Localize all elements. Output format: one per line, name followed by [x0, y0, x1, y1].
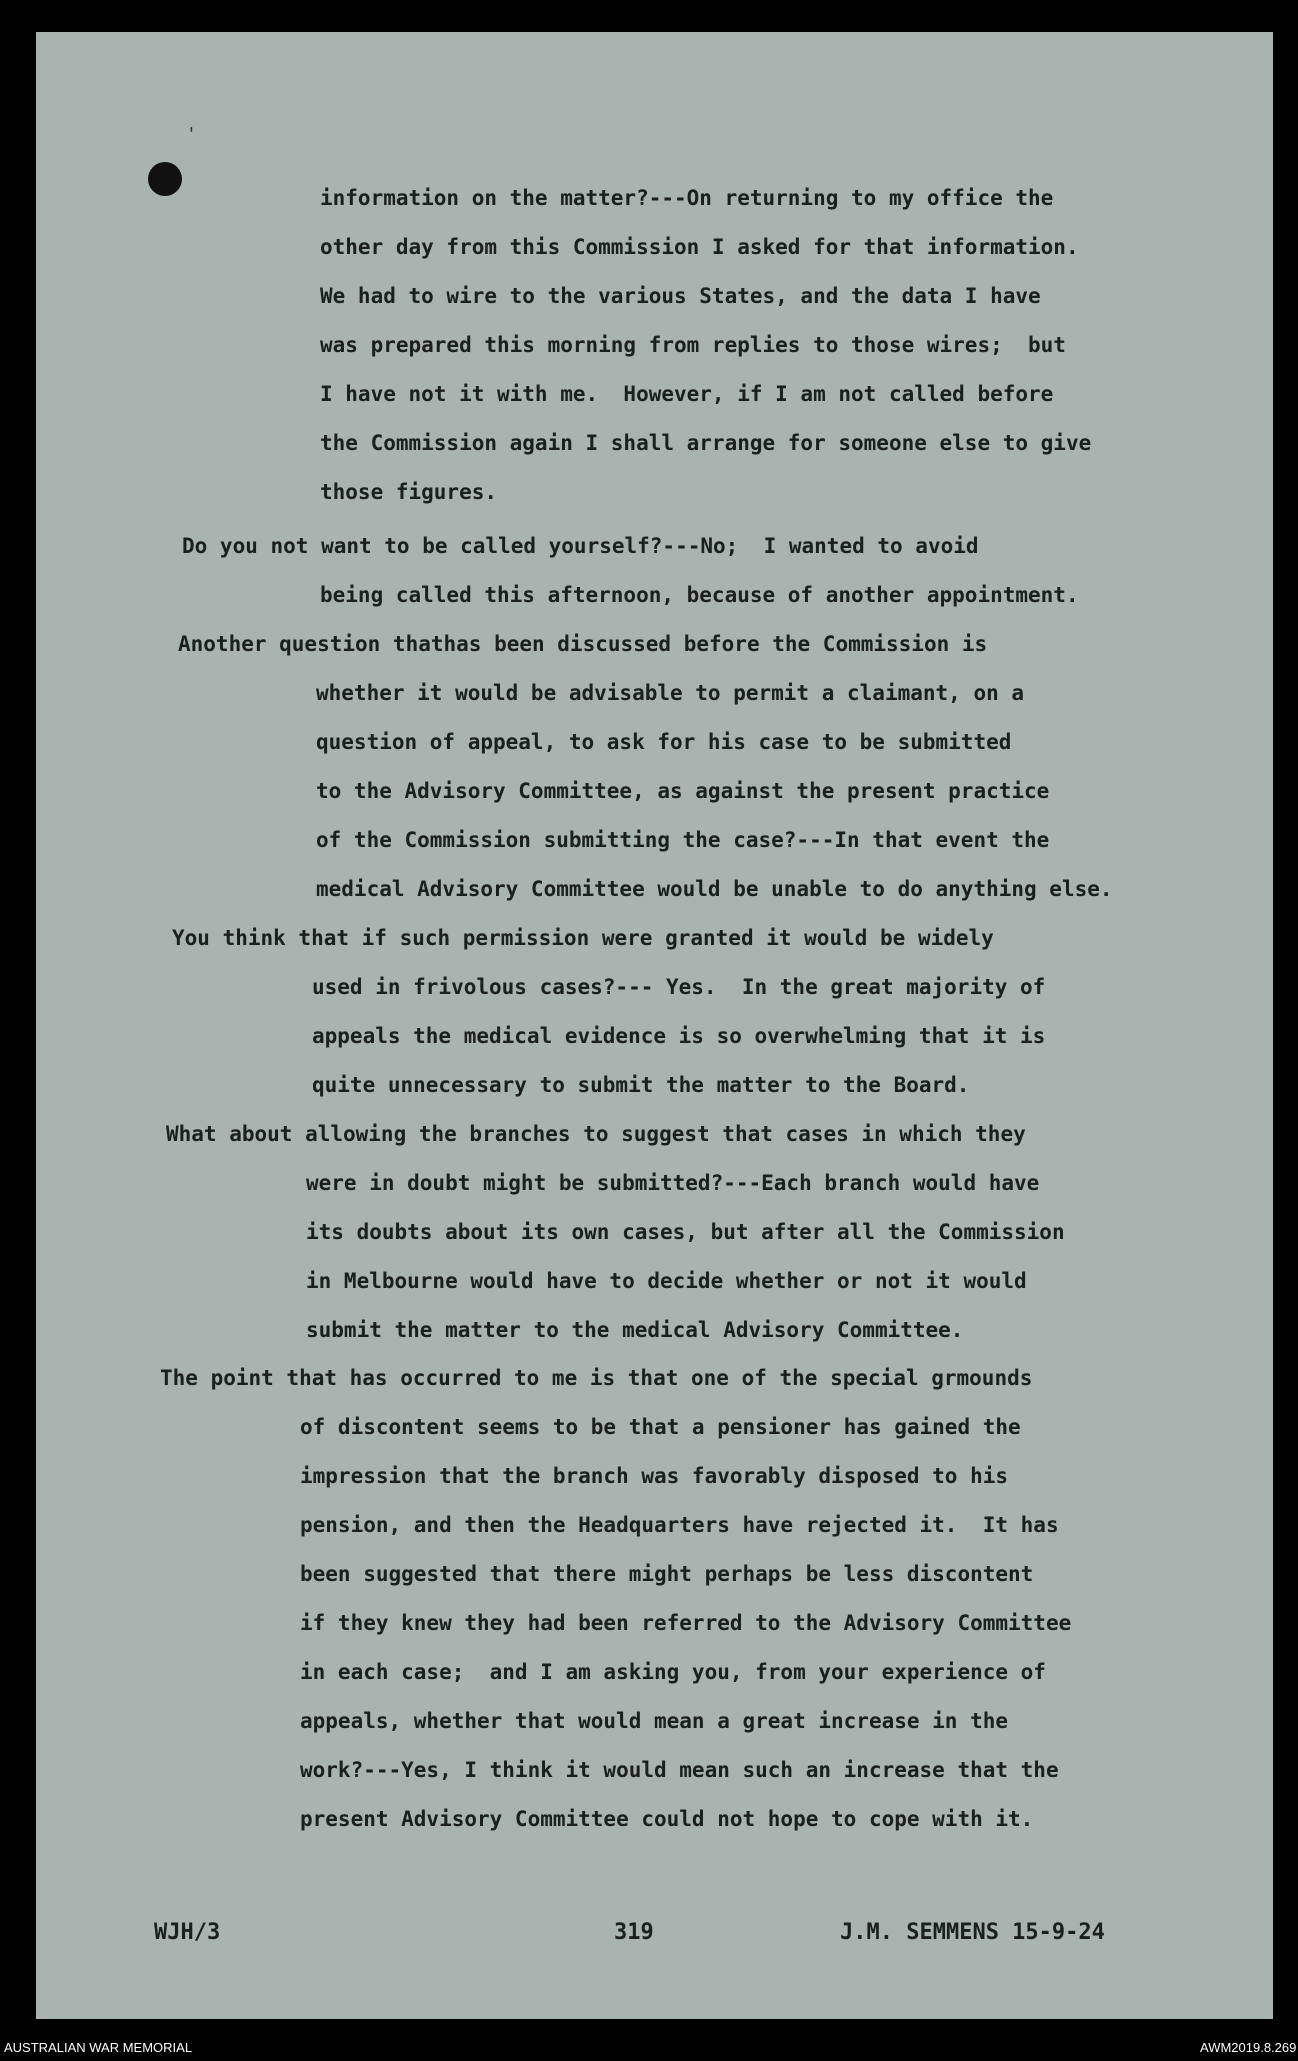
text-line: being called this afternoon, because of another appointment. — [320, 583, 1079, 607]
paragraph-2 — [182, 522, 1079, 620]
text-line: its doubts about its own cases, but after all the Commission — [306, 1220, 1065, 1244]
text-line: submit the matter to the medical Advisory Committee. — [306, 1318, 964, 1342]
paragraph-4 — [172, 914, 1045, 1110]
text-line: Do you not want to be called yourself?---No; I wanted to avoid — [182, 534, 979, 558]
punch-hole-mark: ' — [186, 124, 197, 145]
text-line: the Commission again I shall arrange for someone else to give — [320, 431, 1092, 455]
page-number: 319 — [614, 1920, 654, 1945]
paragraph-6 — [160, 1354, 1071, 1844]
text-line: information on the matter?---On returning to my office the — [320, 186, 1054, 210]
text-line: The point that has occurred to me is that one of the special grmounds — [160, 1366, 1033, 1390]
archive-caption-left: AUSTRALIAN WAR MEMORIAL — [4, 2040, 193, 2055]
text-line: those figures. — [320, 480, 498, 504]
text-line: pension, and then the Headquarters have rejected it. It has — [300, 1513, 1059, 1537]
text-line: impression that the branch was favorably disposed to his — [300, 1464, 1009, 1488]
text-line: of the Commission submitting the case?---In that event the — [316, 828, 1050, 852]
text-line: in each case; and I am asking you, from your experience of — [300, 1660, 1046, 1684]
text-line: work?---Yes, I think it would mean such an increase that the — [300, 1758, 1059, 1782]
paper-sheet — [36, 32, 1273, 2019]
footer-initials: WJH/3 — [154, 1920, 221, 1945]
punch-hole — [148, 162, 182, 196]
text-line: appeals, whether that would mean a great increase in the — [300, 1709, 1009, 1733]
text-line: appeals the medical evidence is so overwhelming that it is — [312, 1024, 1046, 1048]
text-line: quite unnecessary to submit the matter to the Board. — [312, 1073, 970, 1097]
text-line: I have not it with me. However, if I am not called before — [320, 382, 1054, 406]
text-line: medical Advisory Committee would be unable to do anything else. — [316, 877, 1113, 901]
text-line: were in doubt might be submitted?---Each branch would have — [306, 1171, 1040, 1195]
text-line: Another question thathas been discussed before the Commission is — [178, 632, 988, 656]
text-line: You think that if such permission were granted it would be widely — [172, 926, 994, 950]
text-line: whether it would be advisable to permit a claimant, on a — [316, 681, 1025, 705]
text-line: to the Advisory Committee, as against the present practice — [316, 779, 1050, 803]
text-line: other day from this Commission I asked for that information. — [320, 235, 1079, 259]
paragraph-5 — [166, 1110, 1065, 1355]
text-line: used in frivolous cases?--- Yes. In the great majority of — [312, 975, 1046, 999]
text-line: question of appeal, to ask for his case to be submitted — [316, 730, 1012, 754]
paragraph-1 — [320, 174, 1091, 517]
text-line: present Advisory Committee could not hope to cope with it. — [300, 1807, 1034, 1831]
footer-signature-date: J.M. SEMMENS 15-9-24 — [840, 1920, 1105, 1945]
paragraph-3 — [178, 620, 1113, 914]
text-line: in Melbourne would have to decide whether or not it would — [306, 1269, 1027, 1293]
archive-caption-right: AWM2019.8.269 — [1200, 2040, 1297, 2055]
text-line: if they knew they had been referred to the Advisory Committee — [300, 1611, 1072, 1635]
text-line: was prepared this morning from replies to those wires; but — [320, 333, 1066, 357]
text-line: been suggested that there might perhaps be less discontent — [300, 1562, 1034, 1586]
text-line: of discontent seems to be that a pensioner has gained the — [300, 1415, 1021, 1439]
text-line: What about allowing the branches to suggest that cases in which they — [166, 1122, 1026, 1146]
text-line: We had to wire to the various States, and the data I have — [320, 284, 1041, 308]
